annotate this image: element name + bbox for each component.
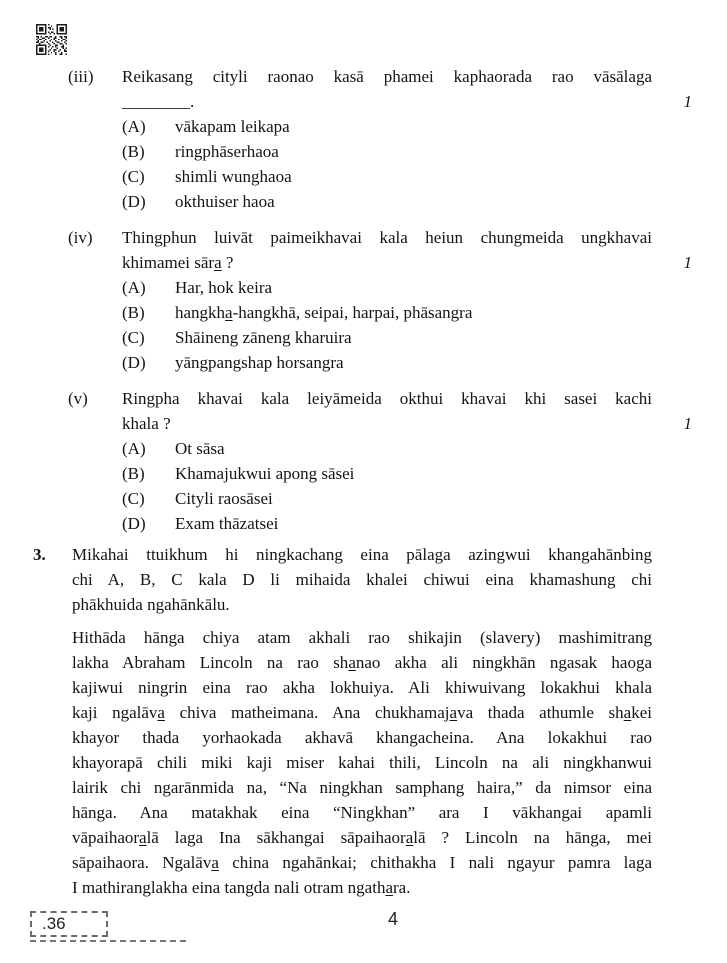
option-letter: (A) (122, 278, 146, 297)
text-line: lairik chi ngarānmida na, “Na ningkhan samphang haira,” da nimsor eina (72, 778, 652, 797)
option-text: Exam thāzatsei (175, 514, 279, 533)
question-v-label: (v) (68, 389, 88, 408)
option-d (122, 350, 727, 375)
text-line: vāpaihaoralā laga Ina sākhangai sāpaihaoralā ? Lincoln na hānga, mei (72, 828, 652, 847)
option-c (122, 325, 727, 350)
option-a (122, 275, 727, 300)
option-letter: (D) (122, 514, 146, 533)
question-iii (0, 64, 727, 214)
option-letter: (C) (122, 167, 145, 186)
option-b (122, 300, 727, 325)
option-c (122, 164, 727, 189)
option-text: hangkha-hangkhā, seipai, harpai, phāsangra (175, 303, 473, 322)
option-a (122, 114, 727, 139)
text-line: khayorapā chili miki kaji miser kahai thili, Lincoln na ali ningkhanwui (72, 753, 652, 772)
option-letter: (C) (122, 489, 145, 508)
question-3-number: 3. (33, 545, 46, 564)
option-text: Har, hok keira (175, 278, 273, 297)
option-letter: (A) (122, 439, 146, 458)
option-text: Shāineng zāneng kharuira (175, 328, 352, 347)
question-3-stem (72, 542, 652, 617)
text-line: khimamei sāra ? (122, 253, 234, 272)
footer-code-box (30, 911, 108, 937)
question-iii-stem (122, 64, 652, 114)
text-line: Ringpha khavai kala leiyāmeida okthui khavai khi sasei kachi (122, 389, 652, 408)
option-b (122, 461, 727, 486)
text-line: phākhuida ngahānkālu. (72, 595, 230, 614)
option-text: Cityli raosāsei (175, 489, 273, 508)
text-line: I mathiranglakha eina tangda nali otram ngathara. (72, 878, 411, 897)
question-iv-stem (122, 225, 652, 275)
question-iv-options (0, 275, 727, 375)
option-text: Khamajukwui apong sāsei (175, 464, 355, 483)
question-iii-marks: 1 (683, 92, 692, 111)
page-number: 4 (388, 909, 399, 929)
text-line: kajiwui ningrin eina rao akha lokhuiya. Ali khiwuivang lokakhui khala (72, 678, 652, 697)
option-text: vākapam leikapa (175, 117, 290, 136)
question-v-stem (122, 386, 652, 436)
option-letter: (C) (122, 328, 145, 347)
option-letter: (B) (122, 303, 145, 322)
option-b (122, 139, 727, 164)
text-line: Thingphun luivāt paimeikhavai kala heiun chungmeida ungkhavai (122, 228, 652, 247)
text-line: Reikasang cityli raonao kasā phamei kaphaorada rao vāsālaga (122, 67, 652, 86)
option-text: yāngpangshap horsangra (175, 353, 344, 372)
question-v-options (0, 436, 727, 536)
question-iv (0, 225, 727, 375)
option-d (122, 511, 727, 536)
option-letter: (D) (122, 353, 146, 372)
question-iii-options (0, 114, 727, 214)
text-line: hānga. Ana matakhak eina “Ningkhan” ara I vākhangai apamli (72, 803, 652, 822)
option-text: ringphāserhaoa (175, 142, 279, 161)
qr-code-icon (36, 24, 67, 55)
question-iv-marks: 1 (683, 253, 692, 272)
option-a (122, 436, 727, 461)
text-line: ________. (122, 92, 195, 111)
option-text: shimli wunghaoa (175, 167, 292, 186)
option-d (122, 189, 727, 214)
footer-dashed-line (30, 940, 186, 942)
question-iv-label: (iv) (68, 228, 93, 247)
question-v (0, 386, 727, 536)
footer-code: .36 (42, 914, 66, 933)
question-3 (0, 542, 727, 900)
option-letter: (A) (122, 117, 146, 136)
text-line: khayor thada yorhaokada akhavā khangacheina. Ana lokakhui rao (72, 728, 652, 747)
text-line: Hithāda hānga chiya atam akhali rao shikajin (slavery) mashimitrang (72, 628, 652, 647)
question-v-marks: 1 (683, 414, 692, 433)
option-letter: (D) (122, 192, 146, 211)
text-line: khala ? (122, 414, 171, 433)
option-text: okthuiser haoa (175, 192, 275, 211)
option-letter: (B) (122, 464, 145, 483)
question-iii-label: (iii) (68, 67, 94, 86)
option-letter: (B) (122, 142, 145, 161)
option-text: Ot sāsa (175, 439, 225, 458)
question-3-passage (72, 625, 652, 900)
text-line: chi A, B, C kala D li mihaida khalei chiwui eina khamashung chi (72, 570, 652, 589)
text-line: sāpaihaora. Ngalāva china ngahānkai; chithakha I nali ngayur pamra laga (72, 853, 652, 872)
text-line: Mikahai ttuikhum hi ningkachang eina pālaga azingwui khangahānbing (72, 545, 652, 564)
text-line: kaji ngalāva chiva matheimana. Ana chukhamajava thada athumle shakei (72, 703, 652, 722)
page-content (0, 64, 727, 900)
text-line: lakha Abraham Lincoln na rao shanao akha ali ningkhān ngasak haoga (72, 653, 652, 672)
option-c (122, 486, 727, 511)
